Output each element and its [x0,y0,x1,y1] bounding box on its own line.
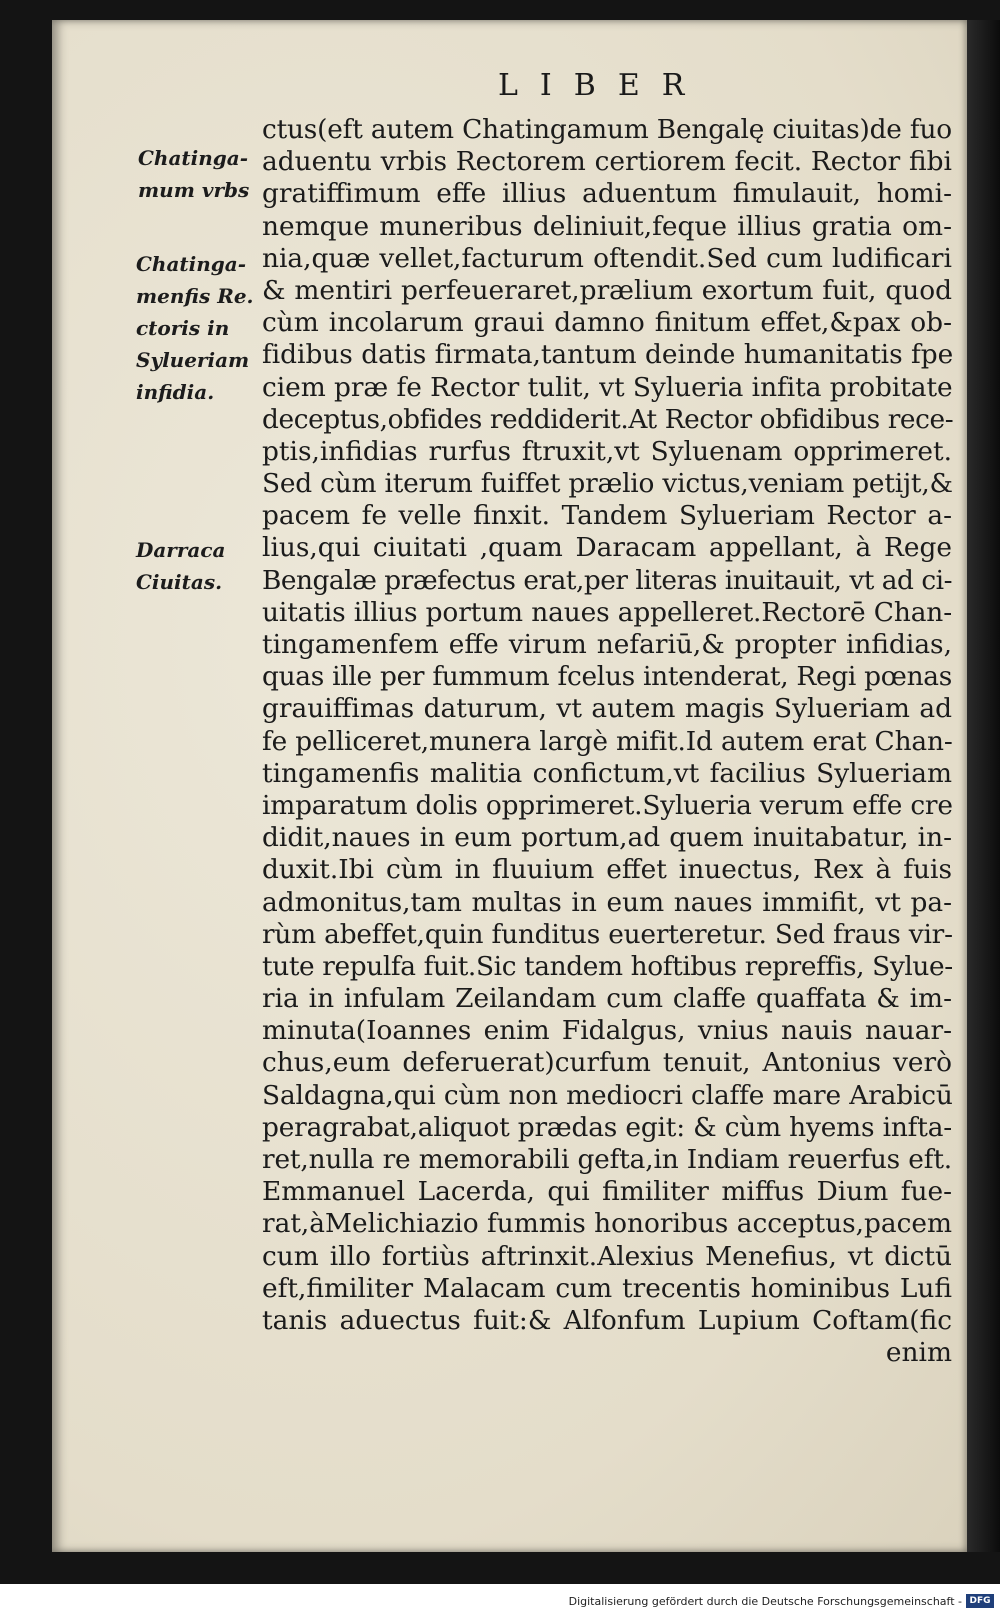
text-line: lius,qui ciuitati ,quam Daracam appellant, à Rege [262,532,952,564]
text-line: didit,naues in eum portum,ad quem inuitabatur, in- [262,822,952,854]
text-line: ria in infulam Zeilandam cum claffe quaffata & im- [262,983,952,1015]
margin-note-line: Chatinga- [136,252,247,276]
margin-note-line: ctoris in [136,316,230,340]
text-line: nemque muneribus deliniuit,feque illius gratia om- [262,210,952,242]
text-line: chus,eum deferuerat)curfum tenuit, Antonius verò [262,1047,952,1079]
margin-note-line: infidia. [136,380,215,404]
text-line: pacem fe velle finxit. Tandem Sylueriam Rector a- [262,500,952,532]
text-line: Sed cùm iterum fuiffet prælio victus,veniam petijt,& [262,468,953,500]
text-line: Saldagna,qui cùm non mediocri claffe mare Arabicū [262,1079,953,1111]
text-line: quas ille per fummum fcelus intenderat, Regi pœnas [262,661,952,693]
text-line: Bengalæ præfectus erat,per literas inuitauit, vt ad ci- [262,564,952,596]
margin-note-line: menfis Re. [136,284,254,308]
margin-note-darraca [136,534,225,598]
text-line: aduentu vrbis Rectorem certiorem fecit. Rector fibi [262,146,952,178]
text-line: ciem præ fe Rector tulit, vt Sylueria infita probitate [262,371,953,403]
text-line: cùm incolarum graui damno finitum effet,&pax ob- [262,307,952,339]
text-line: admonitus,tam multas in eum naues immifit, vt pa- [262,886,952,918]
text-line: gratiffimum effe illius aduentum fimulauit, homi- [262,178,952,210]
margin-note-line: Darraca [136,538,226,562]
text-line: cum illo fortiùs aftrinxit.Alexius Menefius, vt dictū [262,1240,952,1272]
margin-note-line: Chatinga- [138,146,249,170]
text-line: tute repulfa fuit.Sic tandem hoftibus repreffis, Sylue- [262,950,953,982]
text-line: enim [885,1337,952,1369]
text-line: tingamenfis malitia confictum,vt facilius Sylueriam [262,757,952,789]
running-head: LIBER [498,68,707,103]
text-line: deceptus,obfides reddiderit.At Rector obfidibus rece- [262,403,954,435]
text-line: rùm abeffet,quin funditus euerteretur. Sed fraus vir- [262,918,953,950]
page-edge [967,20,1000,1552]
text-line: & mentiri perfeueraret,prælium exortum fuit, quod [262,274,952,306]
text-line: fe pelliceret,munera largè mifit.Id autem erat Chan- [262,725,953,757]
text-line: tingamenfem effe virum nefariū,& propter infidias, [262,629,952,660]
text-line: uitatis illius portum naues appelleret.Rectorē Chan- [262,596,952,628]
text-line: ret,nulla re memorabili gefta,in Indiam reuerfus eft. [262,1144,952,1175]
text-line: peragrabat,aliquot prædas egit: & cùm hyems infta- [262,1111,952,1143]
dfg-logo: DFG [966,1594,994,1608]
text-line: tanis aduectus fuit:& Alfonfum Lupium Coftam(fic [262,1304,952,1336]
text-line: ptis,infidias rurfus ftruxit,vt Syluenam opprimeret. [262,435,952,467]
text-line: fidibus datis firmata,tantum deinde humanitatis fpe [262,339,954,371]
text-line: grauiffimas daturum, vt autem magis Sylueriam ad [262,693,952,725]
margin-note-insidia [136,248,254,408]
margin-note-chatingamum [138,142,249,206]
text-line: Emmanuel Lacerda, qui fimiliter miffus Dium fue- [262,1176,952,1208]
text-line: minuta(Ioannes enim Fidalgus, vnius nauis nauar- [262,1015,952,1047]
text-line: eft,fimiliter Malacam cum trecentis hominibus Lufi [262,1272,952,1304]
text-line: duxit.Ibi cùm in fluuium effet inuectus, Rex à fuis [262,854,952,886]
margin-note-line: Ciuitas. [136,570,223,594]
margin-note-line: Sylueriam [136,348,250,372]
margin-note-line: mum vrbs [138,178,250,202]
text-line: rat,àMelichiazio fummis honoribus acceptus,pacem [262,1208,952,1240]
text-line: ctus(eft autem Chatingamum Bengalę ciuitas)de fuo [262,114,952,145]
text-line: imparatum dolis opprimeret.Sylueria verum effe cre [262,789,953,821]
text-line: nia,quæ vellet,facturum oftendit.Sed cum ludificari [262,242,952,274]
digitization-credit: Digitalisierung gefördert durch die Deutsche Forschungsgemeinschaft - [568,1595,962,1608]
body-text [262,114,952,1369]
footer-bar [0,1584,1000,1621]
